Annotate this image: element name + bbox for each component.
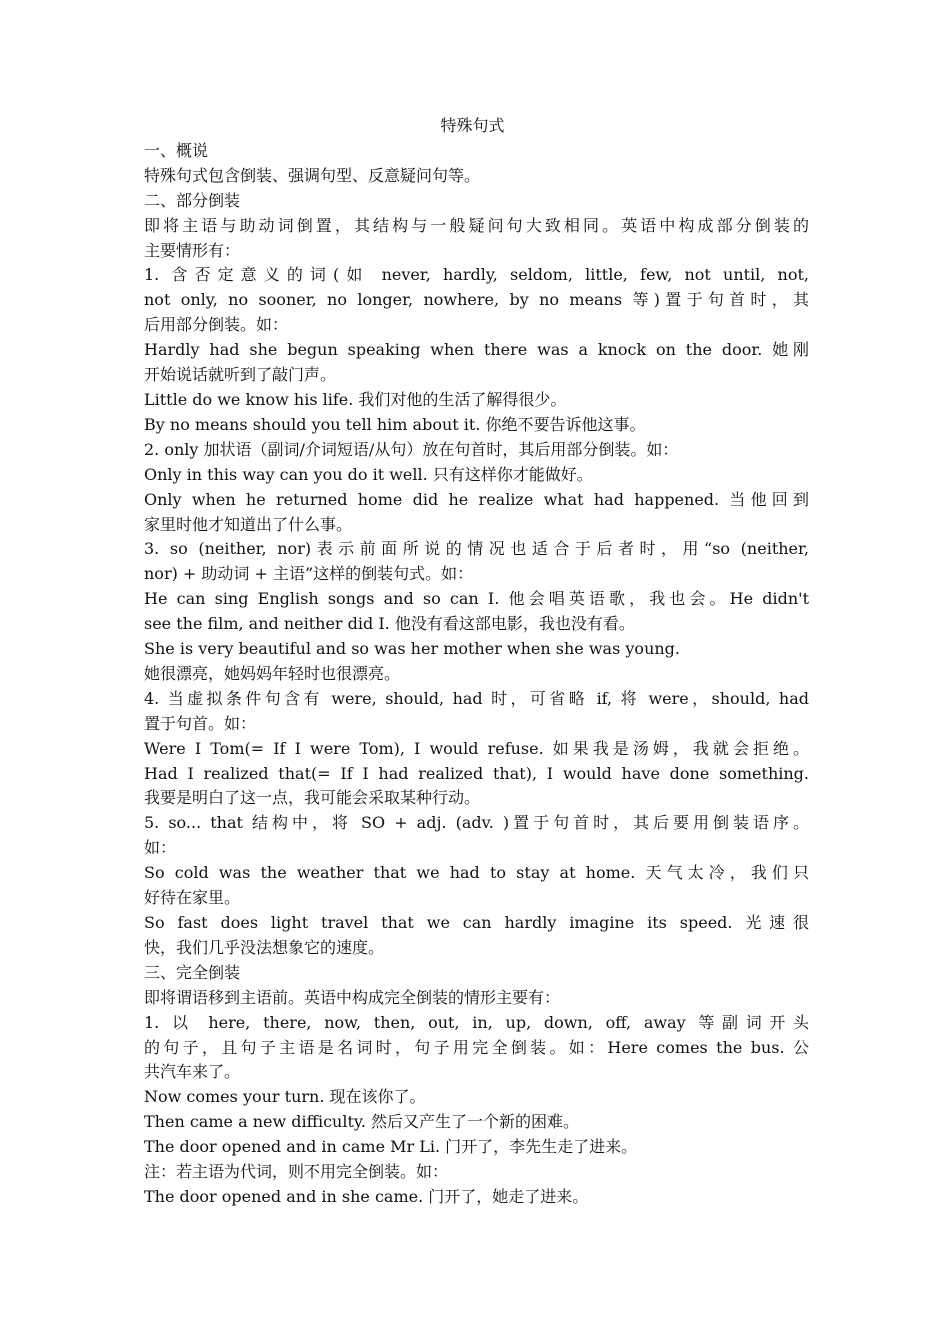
text-line: 家里时他才知道出了什么事。: [144, 514, 353, 534]
text-line: 开始说话就听到了敲门声。: [144, 365, 337, 385]
text-line: not only, no sooner, no longer, nowhere, by no means 等)置于句首时，其: [144, 290, 809, 310]
document-page: [144, 114, 809, 1210]
text-line: He can sing English songs and so can I. 他会唱英语歌，我也会。He didn't: [144, 589, 809, 609]
text-line: 好待在家里。: [144, 888, 241, 908]
text-line: 即将主语与助动词倒置，其结构与一般疑问句大致相同。英语中构成部分倒装的: [144, 215, 809, 235]
text-line: 快，我们几乎没法想象它的速度。: [144, 937, 385, 957]
text-line: 她很漂亮，她妈妈年轻时也很漂亮。: [144, 663, 401, 683]
text-line: 4. 当虚拟条件句含有 were, should, had 时，可省略 if, 将 were，should, had: [144, 688, 809, 708]
text-line: She is very beautiful and so was her mother when she was young.: [144, 639, 680, 659]
text-line: Then came a new difficulty. 然后又产生了一个新的困难。: [144, 1112, 579, 1132]
text-line: 共汽车来了。: [144, 1062, 241, 1082]
text-line: 特殊句式包含倒装、强调句型、反意疑问句等。: [144, 165, 481, 185]
text-line: 后用部分倒装。如：: [144, 315, 289, 335]
text-line: 注：若主语为代词，则不用完全倒装。如：: [144, 1162, 449, 1182]
text-line: 即将谓语移到主语前。英语中构成完全倒装的情形主要有：: [144, 987, 561, 1007]
text-line: Little do we know his life. 我们对他的生活了解得很少。: [144, 389, 567, 409]
text-line: see the film, and neither did I. 他没有看这部电影，我也没有看。: [144, 614, 635, 634]
text-line: 三、完全倒装: [144, 962, 241, 982]
text-line: The door opened and in came Mr Li. 门开了，李先生走了进来。: [144, 1137, 638, 1157]
text-line: 5. so... that 结构中，将 SO + adj. (adv. )置于句首时，其后要用倒装语序。: [144, 813, 809, 833]
text-line: By no means should you tell him about it. 你绝不要告诉他这事。: [144, 414, 646, 434]
text-line: 主要情形有：: [144, 240, 241, 260]
text-line: 1. 含否定意义的词(如 never, hardly, seldom, little, few, not until, not,: [144, 265, 809, 285]
text-line: Now comes your turn. 现在该你了。: [144, 1087, 426, 1107]
text-line: So cold was the weather that we had to stay at home. 天气太冷，我们只: [144, 863, 809, 883]
document-body: [144, 139, 809, 1210]
text-line: 置于句首。如：: [144, 713, 257, 733]
text-line: Had I realized that(= If I had realized that), I would have done something.: [144, 763, 809, 783]
text-line: Only when he returned home did he realize what had happened. 当他回到: [144, 489, 809, 509]
text-line: Hardly had she begun speaking when there was a knock on the door. 她刚: [144, 340, 809, 360]
text-line: 一、概说: [144, 140, 209, 160]
text-line: 的句子，且句子主语是名词时，句子用完全倒装。如：Here comes the bus. 公: [144, 1037, 809, 1057]
text-line: Were I Tom(= If I were Tom), I would refuse. 如果我是汤姆，我就会拒绝。: [144, 738, 809, 758]
text-line: 3. so (neither, nor)表示前面所说的情况也适合于后者时，用“so (neither,: [144, 539, 809, 559]
text-line: So fast does light travel that we can hardly imagine its speed. 光速很: [144, 913, 809, 932]
text-line: 二、部分倒装: [144, 190, 241, 210]
text-line: 如：: [144, 838, 177, 858]
text-line: nor) + 助动词 + 主语”这样的倒装句式。如：: [144, 564, 474, 584]
text-line: The door opened and in she came. 门开了，她走了进来。: [144, 1186, 589, 1206]
text-line: 我要是明白了这一点，我可能会采取某种行动。: [144, 788, 481, 808]
document-title: 特殊句式: [440, 116, 505, 135]
text-line: 1. 以 here, there, now, then, out, in, up, down, off, away 等副词开头: [144, 1012, 809, 1032]
text-line: 2. only 加状语（副词/介词短语/从句）放在句首时，其后用部分倒装。如：: [144, 439, 679, 459]
text-line: Only in this way can you do it well. 只有这样你才能做好。: [144, 464, 593, 484]
